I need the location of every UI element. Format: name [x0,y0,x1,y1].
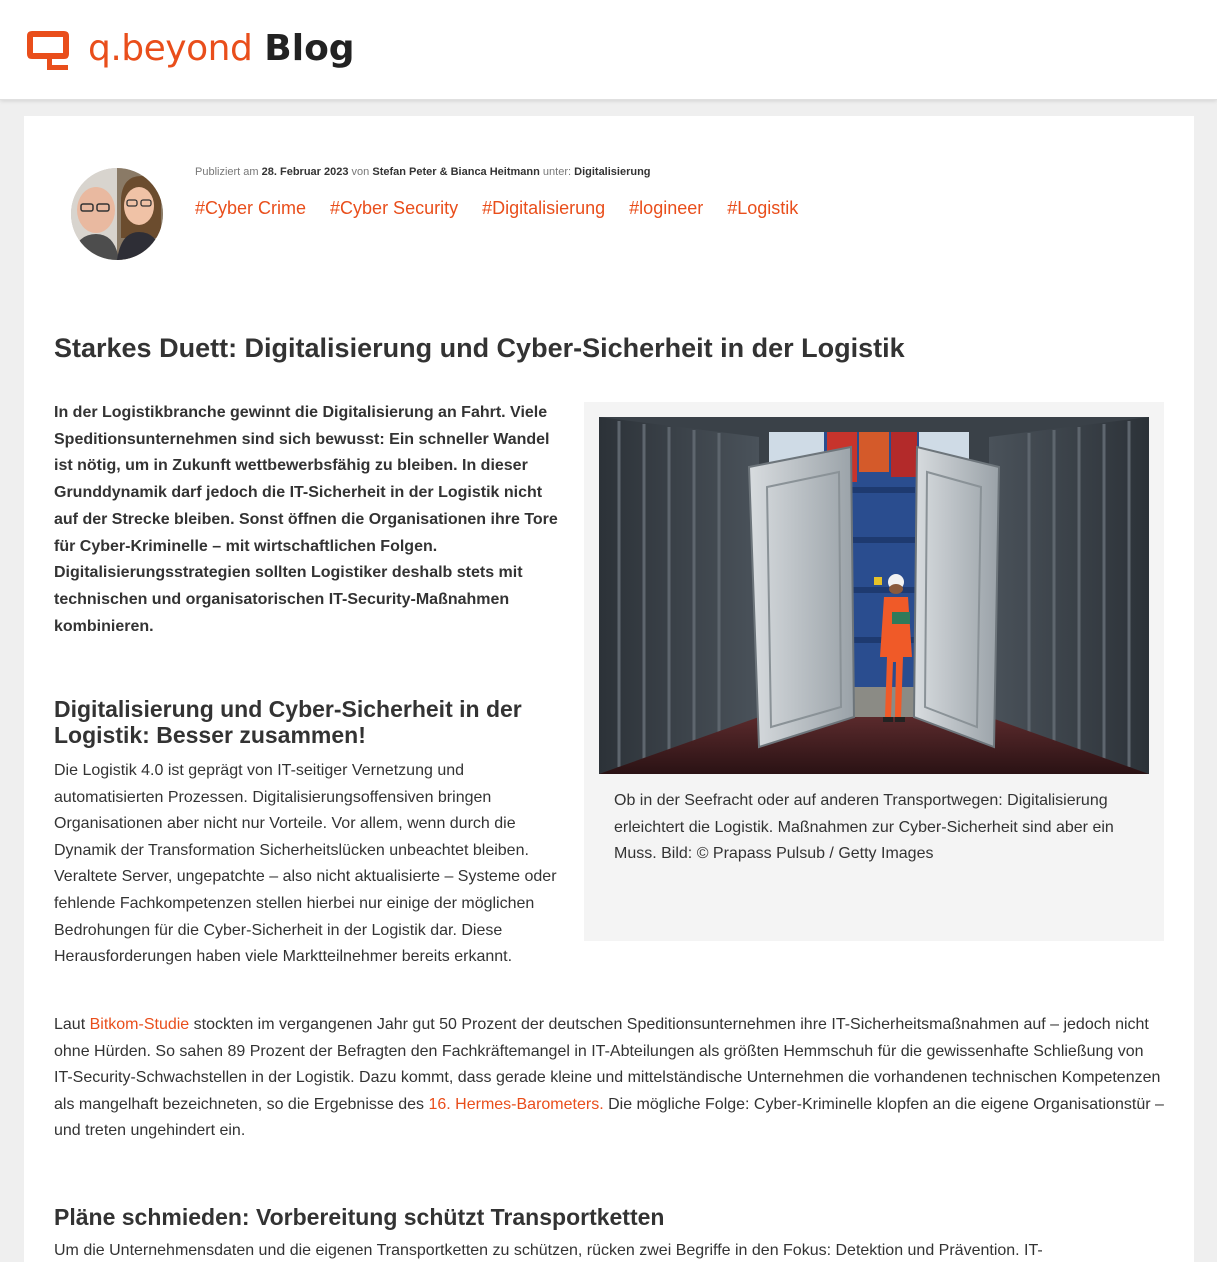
post-authors[interactable]: Stefan Peter & Bianca Heitmann [372,166,540,178]
paragraph-text: stockten im vergangenen Jahr gut 50 Prozent der deutschen Speditionsunternehmen ihre IT-Sicherheitsmaßnahmen auf – jedoch nicht ohne Hürden. So sahen 89 Prozent der Befragten den Fachkräftemangel in IT-Abteilungen als größten Hemmschuh für die gewissenhafte Schließung von IT-Security-Schwachstellen in der Logistik. Dazu kommt, dass gerade kleine und mittelständische Unternehmen die vorhandenen technischen Kompetenzen als mangelhaft bezeichneten, so die Ergebnisse des [54,1016,1161,1113]
container-worker-photo [599,417,1149,774]
publish-date: 28. Februar 2023 [261,166,349,178]
page-title: Starkes Duett: Digitalisierung und Cyber-Sicherheit in der Logistik [54,333,905,363]
author-label: von [351,166,370,178]
author-avatar[interactable] [71,168,163,260]
section-name: Blog [264,28,355,69]
hermes-barometer-link[interactable]: 16. Hermes-Barometers. [428,1095,604,1113]
bitkom-study-link[interactable]: Bitkom-Studie [89,1016,190,1033]
post-meta [195,166,651,178]
brand-name: q.beyond [88,28,253,69]
site-header [0,0,1217,100]
section-2-paragraph: Um die Unternehmensdaten und die eigenen Transportketten zu schützen, rücken zwei Begriffe in den Fokus: Detektion und Prävention. IT- [54,1242,1043,1259]
tag-list [195,198,798,219]
section-heading-2: Pläne schmieden: Vorbereitung schützt Transportketten [54,1204,665,1230]
paragraph-text: Die mögliche Folge: Cyber-Kriminelle klopfen an die eigene Organisationstür – und treten ungehindert ein. [54,1095,1164,1140]
site-logo-link[interactable] [24,24,355,74]
article-figure [584,402,1164,941]
tag-cyber-crime[interactable]: #Cyber Crime [195,198,307,218]
bitkom-paragraph [54,1012,1164,1145]
speech-bubble-logo-icon [24,25,72,73]
published-label: Publiziert am [195,166,259,178]
figure-caption: Ob in der Seefracht oder auf anderen Transportwegen: Digitalisierung erleichtert die Logistik. Maßnahmen zur Cyber-Sicherheit sind aber ein Muss. Bild: © Prapass Pulsub / Getty Images [614,792,1114,863]
tag-digitalisierung[interactable]: #Digitalisierung [482,198,606,218]
section-1-paragraph: Die Logistik 4.0 ist geprägt von IT-seitiger Vernetzung und automatisierten Prozessen. Digitalisierungsoffensiven bringen Organisationen aber nicht nur Vorteile. Vor allem, wenn durch die Dynamik der Transformation Sicherheitslücken unbeachtet bleiben. Veraltete Server, ungepatchte – also nicht aktualisierte – Systeme oder fehlende Fachkompetenzen stellen hierbei nur einige der möglichen Bedrohungen für die Cyber-Sicherheit in der Logistik dar. Diese Herausforderungen haben viele Marktteilnehmer bereits erkannt. [54,762,557,966]
tag-logistik[interactable]: #Logistik [727,198,799,218]
category-label: unter: [542,166,572,178]
section-heading-1: Digitalisierung und Cyber-Sicherheit in der Logistik: Besser zusammen! [54,696,522,748]
tag-logineer[interactable]: #logineer [629,198,704,218]
post-category[interactable]: Digitalisierung [574,166,651,178]
article-intro: In der Logistikbranche gewinnt die Digitalisierung an Fahrt. Viele Speditionsunternehmen sind sich bewusst: Ein schneller Wandel ist nötig, um in Zukunft wettbewerbsfähig zu bleiben. In dieser Grunddynamik darf jedoch die IT-Sicherheit in der Logistik nicht auf der Strecke bleiben. Sonst öffnen die Organisationen ihre Tore für Cyber-Kriminelle – mit wirtschaftlichen Folgen. Digitalisierungsstrategien sollten Logistiker deshalb stets mit technischen und organisatorischen IT-Security-Maßnahmen kombinieren. [54,404,558,635]
paragraph-text: Laut [54,1016,90,1033]
article [24,116,1194,1262]
tag-cyber-security[interactable]: #Cyber Security [330,198,459,218]
